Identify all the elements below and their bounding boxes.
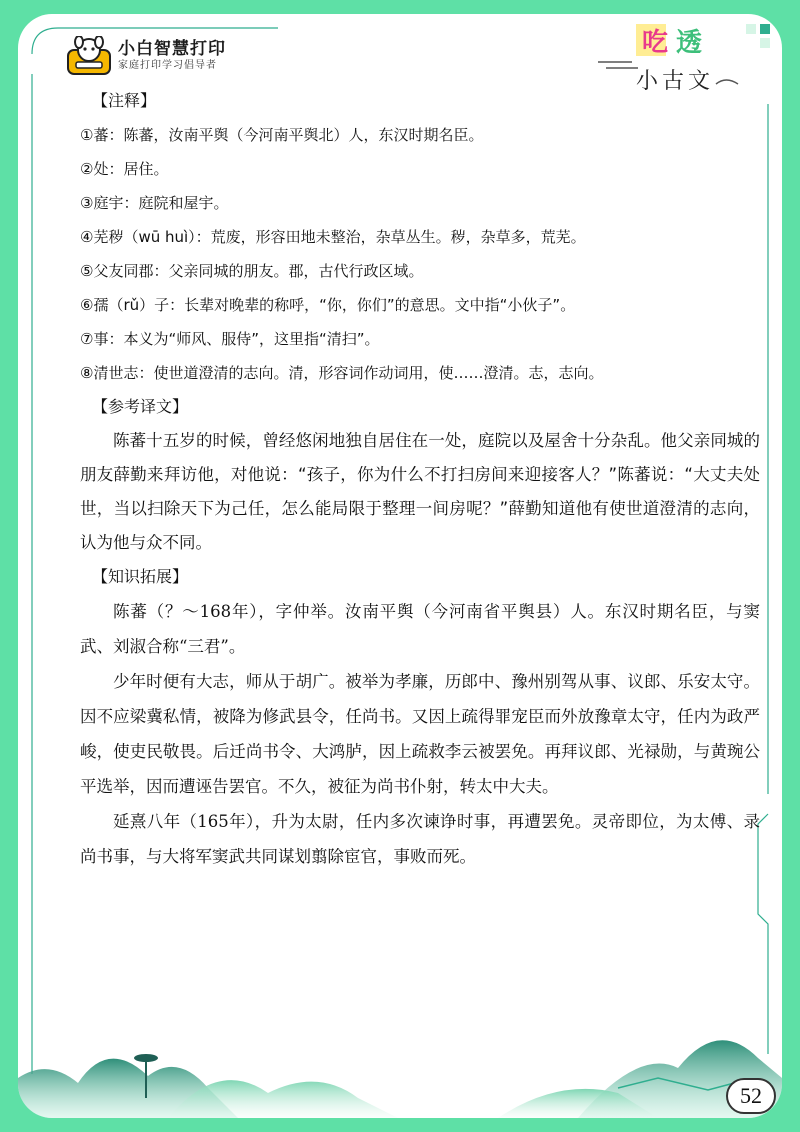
- page: [18, 14, 782, 1118]
- brand-char-2: 透: [676, 28, 703, 58]
- note-item: ⑦事：本义为“师风、服侍”，这里指“清扫”。: [80, 330, 380, 348]
- logo-subtitle: 家庭打印学习倡导者: [118, 60, 217, 71]
- brand-char-1: 吃: [642, 28, 669, 58]
- logo-title: 小白智慧打印: [118, 39, 226, 59]
- dog-logo-icon: [66, 36, 112, 76]
- note-item: ⑥孺（rǔ）子：长辈对晚辈的称呼，“你，你们”的意思。文中指“小伙子”。: [80, 296, 576, 314]
- note-item: ①蕃：陈蕃，汝南平舆（今河南平舆北）人，东汉时期名臣。: [80, 126, 484, 144]
- translation-heading: 【参考译文】: [92, 397, 189, 416]
- note-item: ④芜秽（wū huì）：荒废，形容田地未整治，杂草丛生。秽，杂草多，荒芜。: [80, 228, 586, 246]
- knowledge-paragraph: 少年时便有大志，师从于胡广。被举为孝廉，历郎中、豫州别驾从事、议郎、乐安太守。因不应梁冀私情，被降为修武县令，任尚书。又因上疏得罪宠臣而外放豫章太守，任内为政严峻，使吏民敬畏。后迁尚书令、大鸿胪，因上疏救李云被罢免。再拜议郎、光禄勋，与黄琬公平选举，因而遭诬告罢官。不久，被征为尚书仆射，转太中大夫。: [80, 672, 760, 796]
- note-item: ⑧清世志：使世道澄清的志向。清，形容词作动词用，使……澄清。志，志向。: [80, 364, 604, 382]
- notes-heading: 【注释】: [92, 91, 157, 110]
- translation-paragraph: 陈蕃十五岁的时候，曾经悠闲地独自居住在一处，庭院以及屋舍十分杂乱。他父亲同城的朋友薛勤来拜访他，对他说：“孩子，你为什么不打扫房间来迎接客人？”陈蕃说：“大丈夫处世，当以扫除天下为己任，怎么能局限于整理一间房呢？”薛勤知道他有使世道澄清的志向，认为他与众不同。: [80, 431, 760, 552]
- brand-line2: 小古文: [636, 69, 715, 94]
- knowledge-heading: 【知识拓展】: [92, 567, 189, 586]
- note-item: ③庭宇：庭院和屋宇。: [80, 194, 229, 212]
- note-item: ⑤父友同郡：父亲同城的朋友。郡，古代行政区域。: [80, 262, 424, 280]
- main-content: [80, 84, 760, 874]
- logo: [66, 36, 226, 76]
- knowledge-paragraph: 陈蕃（？～168年），字仲举。汝南平舆（今河南省平舆县）人。东汉时期名臣，与窦武、刘淑合称“三君”。: [80, 602, 760, 656]
- knowledge-paragraph: 延熹八年（165年），升为太尉，任内多次谏诤时事，再遭罢免。灵帝即位，为太傅、录尚书事，与大将军窦武共同谋划翦除宦官，事败而死。: [80, 812, 760, 866]
- mountain-scenery: [18, 998, 782, 1118]
- note-item: ②处：居住。: [80, 160, 169, 178]
- page-number: 52: [726, 1078, 776, 1114]
